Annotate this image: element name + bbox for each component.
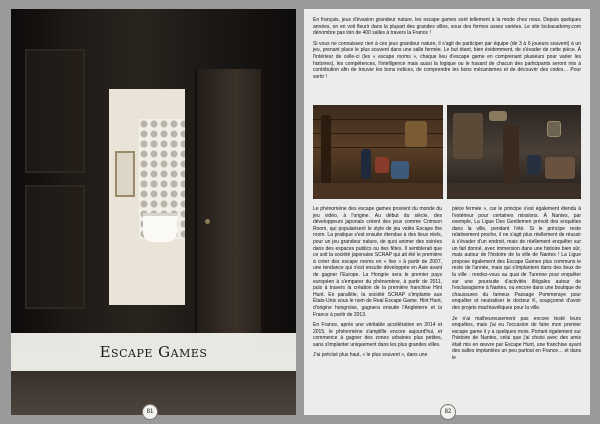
cabinet — [405, 121, 427, 147]
page-number-right: 82 — [440, 404, 456, 420]
bookshelf — [321, 115, 331, 185]
body-paragraph: J'ai précisé plus haut, « le plus souvent », dans une — [313, 352, 428, 359]
photo-strip — [313, 105, 581, 199]
left-page — [11, 9, 296, 415]
bathtub — [143, 213, 177, 242]
body-paragraph: Le phénomène des escape games provient du monde du jeu vidéo, à l'origine. Au début du siècle, des développeurs japonais créent des jeux comme Crimson Room, qui popularisent le style de jeu vidéo Escape the room. La pratique s'est ensuite étendue à des lieux réels, pour un jeu grandeur nature, de quoi animer des soirées dans des espaces publics ou des fêtes. Il semblerait que ce soit la société japonaise SCRAP qui ait été le première à créer des escape rooms en « live » à partir de 2007, une tendance qui s'est ensuite développée en Asie avant de gagner l'Europe. La Hongrie sera le premier pays européen à s'emparer du phénomène, à partir de 2011, puis à travers la création de la première franchise Hint Hunt. En parallèle, la société SCRAP s'implante aux États-Unis sous le nom de Real Escape Game. Hint Hunt, d'origine hongroise, gagnera ensuite l'Angleterre et la France à partir de 2013. — [313, 206, 442, 318]
mirror — [115, 151, 135, 197]
cabin-room-photo — [313, 105, 443, 199]
wardrobe — [453, 113, 483, 159]
victorian-room-photo — [447, 105, 581, 199]
wall-panel — [25, 49, 85, 173]
floor — [447, 183, 581, 199]
floor — [313, 183, 443, 199]
wall-panel — [25, 185, 85, 309]
body-paragraph: En France, après une véritable accélération en 2014 et 2015, le phénomène s'amplifie encore aujourd'hui, et commence à gagner des zones urbaines plus petites, sans s'implanter uniquement dans les plus grandes villes. — [313, 322, 442, 348]
chest — [375, 157, 389, 173]
armchair — [545, 157, 575, 179]
open-door — [195, 69, 261, 349]
text-column-right — [452, 206, 581, 366]
player-figure — [361, 149, 371, 179]
text-column-left — [313, 206, 442, 363]
right-page — [304, 9, 590, 415]
door-knob — [205, 219, 210, 224]
body-paragraph: Je n'ai malheureusement pas encore testé leurs enquêtes, mais j'ai eu l'occasion de faire mon premier escape game il y a quelques mois. Portant également sur l'histoire de Nantes, celui que j'ai choisi avec des amis était mis en œuvre par Escape Hunt, une franchise ayant des salles implantées un peu partout en France… et dans le — [452, 315, 581, 362]
player-figure — [527, 155, 541, 175]
title-banner — [11, 333, 296, 371]
lamp — [489, 111, 507, 121]
chapter-title: Escape Games — [99, 343, 208, 361]
grandfather-clock — [503, 125, 519, 183]
plank-line — [313, 119, 443, 120]
player-figure — [391, 161, 409, 179]
page-number-left: 81 — [142, 404, 158, 420]
intro-text — [313, 17, 581, 84]
intro-paragraph: Si vous ne connaissez rien à ces jeux grandeur nature, il s'agit de participer par équipe (de 3 à 6 joueurs souvent) à un jeu, prenant place le plus souvent dans une salle fermée. Le but étant, bien évidemment, de s'évader de cette pièce. À l'intérieur de celle-ci (les « escape rooms », chaque lieu d'escape game en comprenant plusieurs pour varier les histoires), les compétences, l'intelligence mais aussi la logique ou le hasard de chacun des participants seront mis à contribution afin de trouver les bons indices, de comprendre les bons mécanismes et de découvrir des codes… Pour sortir ! — [313, 40, 581, 80]
picture-frame — [547, 121, 561, 137]
plank-line — [313, 147, 443, 148]
intro-paragraph: En français, jeux d'évasion grandeur nature, les escape games sont tellement à la mode chez nous. Depuis quelques années, on en voit fleurir dans la plupart des grandes villes, sous des formes assez variées. Le site lockacademy.com dénombre pas loin de 400 salles à travers la France ! — [313, 17, 581, 37]
body-paragraph: pièce fermée », car le principe s'est également étendu à l'extérieur pour certaines missions. À Nantes, par exemple, La Ligue Des Gentlemen prévoit des enquêtes dans la ville, pendant l'été. Si le principe reste relativement proche, il ne s'agit plus réellement de réussir à s'évader d'un endroit, mais de réellement enquêter sur un fait donné, avec immersion dans une histoire bien sûr, mais autour de l'histoire de la ville de Nantes ! La Ligue propose également des Escape Games plus communs le reste de l'année, mais qui s'implantent dans des lieux de la ville : rendez-vous au quai de Turenne pour enquêter sur une poursuite d'activités illégales autour de l'esclavagisme à Nantes, ou encore dans une boutique de chaussures du fameux Passage Pommeraye pour enquêter et neutraliser le docteur K, soupçonné d'avoir des projets machiavéliques pour la ville. — [452, 206, 581, 311]
lit-doorway — [109, 89, 185, 305]
